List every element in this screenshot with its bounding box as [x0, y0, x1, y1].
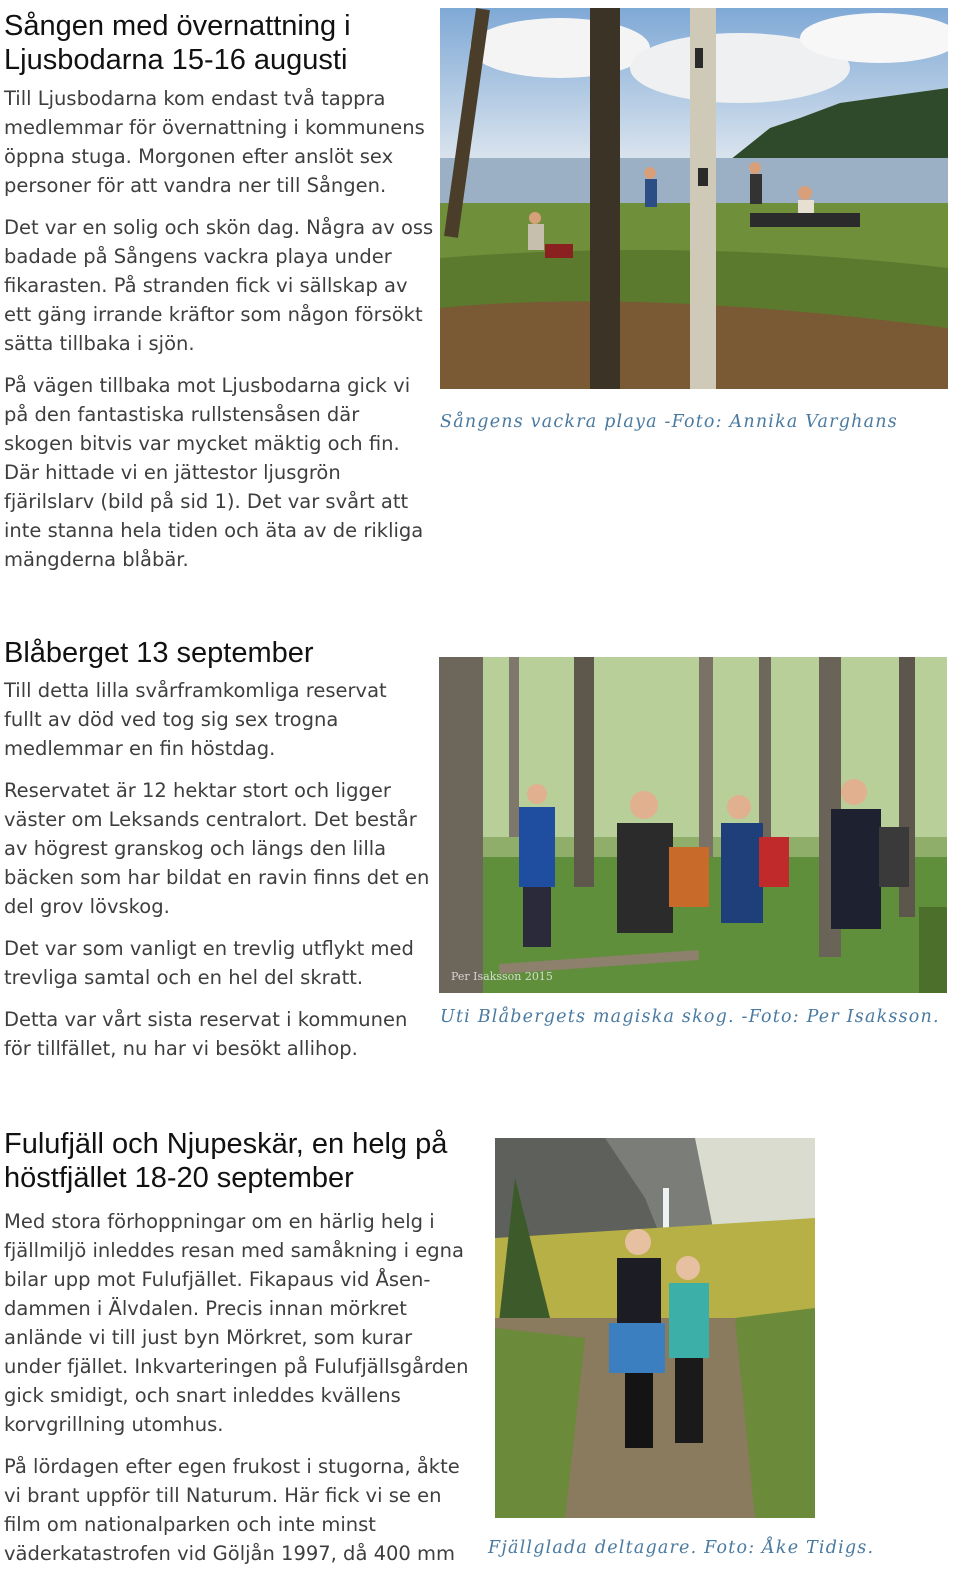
paragraph [4, 776, 434, 921]
photo-credit: Per Isaksson 2015 [451, 970, 553, 983]
text-line: sätta tillbaka i sjön. [4, 332, 195, 355]
text-line: Med stora förhoppningar om en härlig helg i [4, 1210, 435, 1233]
text-line: väster om Leksands centralort. Det består [4, 808, 417, 831]
text-line: trevliga samtal och en hel del skratt. [4, 966, 364, 989]
text-line: bäcken som har bildat en ravin finns det en [4, 866, 430, 889]
section-1-body [4, 84, 434, 587]
text-line: medlemmar en fin höstdag. [4, 737, 276, 760]
paragraph [4, 676, 434, 763]
text-line: under fjället. Inkvarteringen på Fulufjällsgården [4, 1355, 469, 1378]
text-line: fjällmiljö inleddes resan med samåkning i egna [4, 1239, 464, 1262]
text-line: på den fantastiska rullstensåsen där [4, 403, 360, 426]
paragraph [4, 1005, 434, 1063]
text-line: mängderna blåbär. [4, 548, 189, 571]
section-2-body [4, 676, 434, 1076]
text-line: korvgrillning utomhus. [4, 1413, 224, 1436]
paragraph [4, 1207, 474, 1439]
text-line: medlemmar för övernattning i kommunens [4, 116, 425, 139]
text-line: skogen bitvis var mycket mäktig och fin. [4, 432, 400, 455]
text-line: för tillfället, nu har vi besökt allihop. [4, 1037, 358, 1060]
text-line: Det var som vanligt en trevlig utflykt med [4, 937, 414, 960]
paragraph [4, 371, 434, 574]
title-line: Blåberget 13 september [4, 637, 314, 669]
text-line: fikarasten. På stranden fick vi sällskap av [4, 274, 408, 297]
text-line: öppna stuga. Morgonen efter anslöt sex [4, 145, 394, 168]
title-line: höstfjället 18-20 september [4, 1162, 354, 1194]
text-line: fullt av död ved tog sig sex trogna [4, 708, 339, 731]
text-line: På vägen tillbaka mot Ljusbodarna gick vi [4, 374, 411, 397]
text-line: bilar upp mot Fulufjället. Fikapaus vid Åsen- [4, 1268, 431, 1291]
forest-hikers-photo [439, 657, 947, 993]
lake-beach-photo [440, 8, 948, 389]
section-3-title [4, 1127, 447, 1195]
text-line: badade på Sångens vackra playa under [4, 245, 392, 268]
title-line: Sången med övernattning i [4, 10, 351, 42]
text-line: Reservatet är 12 hektar stort och ligger [4, 779, 391, 802]
text-line: personer för att vandra ner till Sången. [4, 174, 387, 197]
paragraph [4, 934, 434, 992]
text-line: väderkatastrofen vid Göljån 1997, då 400 mm [4, 1542, 455, 1565]
text-line: dammen i Älvdalen. Precis innan mörkret [4, 1297, 407, 1320]
photo-caption: Fjällglada deltagare. Foto: Åke Tidigs. [488, 1538, 875, 1558]
text-line: Det var en solig och skön dag. Några av oss [4, 216, 434, 239]
text-line: anlände vi till just byn Mörkret, som kurar [4, 1326, 413, 1349]
paragraph [4, 1452, 474, 1568]
paragraph [4, 84, 434, 200]
text-line: Detta var vårt sista reservat i kommunen [4, 1008, 408, 1031]
text-line: del grov lövskog. [4, 895, 170, 918]
photo-caption: Uti Blåbergets magiska skog. -Foto: Per Isaksson. [440, 1007, 940, 1027]
text-line: inte stanna hela tiden och äta av de rikliga [4, 519, 424, 542]
text-line: På lördagen efter egen frukost i stugorna, åkte [4, 1455, 460, 1478]
text-line: fjärilslarv (bild på sid 1). Det var svårt att [4, 490, 409, 513]
text-line: vi brant uppför till Naturum. Här fick vi se en [4, 1484, 442, 1507]
section-2-title [4, 636, 314, 670]
text-line: gick smidigt, och snart inleddes kvällens [4, 1384, 401, 1407]
text-line: film om nationalparken och inte minst [4, 1513, 376, 1536]
section-3-body [4, 1207, 474, 1581]
photo-caption: Sångens vackra playa -Foto: Annika Varghans [440, 412, 898, 432]
title-line: Ljusbodarna 15-16 augusti [4, 44, 348, 76]
text-line: av högrest granskog och längs den lilla [4, 837, 387, 860]
text-line: ett gäng irrande kräftor som någon försökt [4, 303, 423, 326]
title-line: Fulufjäll och Njupeskär, en helg på [4, 1128, 448, 1160]
section-1-title [4, 9, 351, 77]
text-line: Till Ljusbodarna kom endast två tappra [4, 87, 386, 110]
paragraph [4, 213, 434, 358]
text-line: Till detta lilla svårframkomliga reservat [4, 679, 387, 702]
text-line: Där hittade vi en jättestor ljusgrön [4, 461, 341, 484]
waterfall-hikers-photo [495, 1138, 815, 1518]
